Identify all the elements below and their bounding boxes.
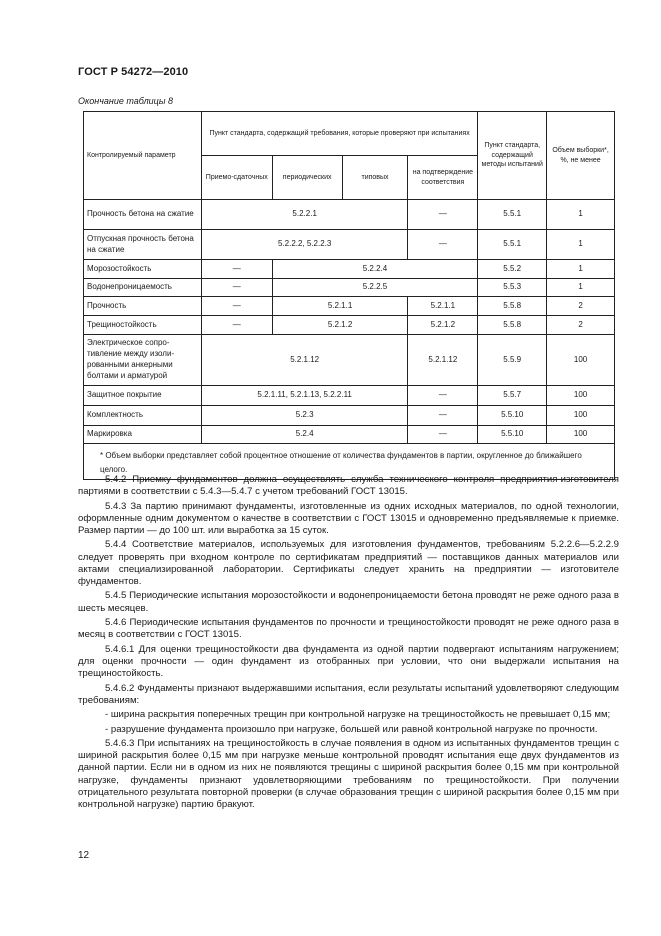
row-method: 5.5.2 <box>478 260 547 279</box>
row-sample: 100 <box>547 426 615 444</box>
row-acceptance: — <box>201 316 272 335</box>
row-clauses: 5.2.2.5 <box>272 279 478 297</box>
row-clauses: 5.2.2.4 <box>272 260 478 279</box>
header-type: типовых <box>342 156 408 200</box>
row-method: 5.5.7 <box>478 386 547 406</box>
row-sample: 1 <box>547 279 615 297</box>
list-item-crack-width: - ширина раскрытия поперечных трещин при контрольной нагрузке на трещиностойкость не превышает 0,15 мм; <box>105 709 611 721</box>
paragraph-5-4-6-2: 5.4.6.2 Фундаменты признают выдержавшими испытания, если результаты испытаний удовлетворяют следующим требованиям: <box>78 682 619 706</box>
row-sample: 100 <box>547 335 615 386</box>
row-method: 5.5.8 <box>478 316 547 335</box>
table-row <box>84 260 615 279</box>
row-sample: 2 <box>547 316 615 335</box>
body-text <box>78 474 619 813</box>
row-method: 5.5.10 <box>478 406 547 426</box>
table-row <box>84 386 615 406</box>
row-name: Отпускная прочность бетона на сжатие <box>84 230 202 260</box>
paragraph-5-4-3: 5.4.3 За партию принимают фундаменты, изготовленные из одних исходных материалов, по одной технологии, оформленные одним документом о качестве в соответствии с ГОСТ 13015 и одновременно предъявляемые к приемке. Размер партии — до 100 шт. или выработка за 15 суток. <box>78 500 619 536</box>
inspection-table <box>83 111 615 480</box>
page-number: 12 <box>78 850 90 861</box>
row-method: 5.5.1 <box>478 230 547 260</box>
row-conformity: 5.2.1.12 <box>408 335 478 386</box>
row-conformity: — <box>408 386 478 406</box>
table-row <box>84 406 615 426</box>
row-sample: 1 <box>547 200 615 230</box>
row-name: Водонепроницаемость <box>84 279 202 297</box>
header-methods: Пункт стандарта, содержащий методы испытаний <box>478 112 547 200</box>
row-clauses: 5.2.1.1 <box>272 297 408 316</box>
row-name: Прочность бетона на сжатие <box>84 200 202 230</box>
row-name: Трещиностойкость <box>84 316 202 335</box>
row-clauses: 5.2.2.2, 5.2.2.3 <box>201 230 408 260</box>
table-footnote: * Объем выборки представляет собой процентное отношение от количества фундаментов в партии, округленное до ближайшего целого. <box>84 444 615 480</box>
row-sample: 100 <box>547 386 615 406</box>
row-acceptance: — <box>201 279 272 297</box>
paragraph-5-4-2: 5.4.2 Приемку фундаментов должна осуществлять служба технического контроля предприятия-изготовителя партиями в соответствии с 5.4.3—5.4.7 с учетом требований ГОСТ 13015. <box>78 474 619 498</box>
row-clauses: 5.2.1.12 <box>201 335 408 386</box>
row-method: 5.5.3 <box>478 279 547 297</box>
row-conformity: — <box>408 230 478 260</box>
row-conformity: — <box>408 426 478 444</box>
header-periodic: периодических <box>272 156 342 200</box>
row-conformity: 5.2.1.1 <box>408 297 478 316</box>
row-clauses: 5.2.2.1 <box>201 200 408 230</box>
header-acceptance: Приемо-сдаточных <box>201 156 272 200</box>
paragraph-5-4-5: 5.4.5 Периодические испытания морозостойкости и водонепроницаемости бетона проводят не реже одного раза в шесть месяцев. <box>78 590 619 614</box>
row-method: 5.5.8 <box>478 297 547 316</box>
paragraph-5-4-6: 5.4.6 Периодические испытания фундаментов по прочности и трещиностойкости проводят не реже одного раза в месяц в соответствии с ГОСТ 13015. <box>78 617 619 641</box>
row-method: 5.5.10 <box>478 426 547 444</box>
row-conformity: 5.2.1.2 <box>408 316 478 335</box>
row-name: Маркировка <box>84 426 202 444</box>
table-row <box>84 316 615 335</box>
header-conformity: на подтверждение соответствия <box>408 156 478 200</box>
row-clauses: 5.2.1.2 <box>272 316 408 335</box>
table-caption: Окончание таблицы 8 <box>78 96 173 106</box>
row-sample: 1 <box>547 230 615 260</box>
header-group: Пункт стандарта, содержащий требования, которые проверяют при испытаниях <box>201 112 477 156</box>
table-row <box>84 200 615 230</box>
row-method: 5.5.1 <box>478 200 547 230</box>
table-row <box>84 426 615 444</box>
row-clauses: 5.2.4 <box>201 426 408 444</box>
row-name: Морозостойкость <box>84 260 202 279</box>
row-conformity: — <box>408 200 478 230</box>
paragraph-5-4-6-1: 5.4.6.1 Для оценки трещиностойкости два фундамента из одной партии подвергают испытаниям нагружением; для оценки прочности — один фундамент из отобранных при условии, что они выдержали испытания на трещиностойкость. <box>78 643 619 680</box>
list-item-failure-load: - разрушение фундамента произошло при нагрузке, большей или равной контрольной нагрузке по прочности. <box>105 723 598 735</box>
row-sample: 2 <box>547 297 615 316</box>
table-row <box>84 230 615 260</box>
document-header: ГОСТ Р 54272—2010 <box>78 66 189 78</box>
header-param: Контролируемый параметр <box>84 112 202 200</box>
table-row <box>84 279 615 297</box>
paragraph-5-4-4: 5.4.4 Соответствие материалов, используемых для изготовления фундаментов, требованиям 5.2.2.6—5.2.2.9 следует проверять при входном контроле по сертификатам предприятий — поставщиков данных материалов или актами специализированной лаборатории. Сертификаты следует хранить на предприятии — изготовителе фундаментов. <box>78 539 619 587</box>
header-sample: Объем выборки*, %, не менее <box>547 112 615 200</box>
row-name: Защитное покрытие <box>84 386 202 406</box>
row-acceptance: — <box>201 260 272 279</box>
row-name: Комплектность <box>84 406 202 426</box>
row-clauses: 5.2.3 <box>201 406 408 426</box>
table-row <box>84 335 615 386</box>
table-row <box>84 297 615 316</box>
paragraph-5-4-6-3: 5.4.6.3 При испытаниях на трещиностойкость в случае появления в одном из испытанных фундаментов трещин с шириной раскрытия более 0,15 мм при нагрузке меньше контрольной проводят испытания еще двух фундаментов из данной партии. Если ни в одном из них не появляются трещины с шириной раскрытия более 0,15 мм при контрольной нагрузке, фундаменты признают удовлетворяющими требованиям по трещиностойкости. При получении отрицательного результата повторной проверки (в случае образования трещин с шириной раскрытия более 0,15 мм при контрольной нагрузке) партию бракуют. <box>78 738 619 810</box>
row-sample: 100 <box>547 406 615 426</box>
row-clauses: 5.2.1.11, 5.2.1.13, 5.2.2.11 <box>201 386 408 406</box>
row-conformity: — <box>408 406 478 426</box>
row-name: Электрическое сопротивление между изолированными анкерными болтами и арматурой <box>84 335 202 386</box>
row-method: 5.5.9 <box>478 335 547 386</box>
row-sample: 1 <box>547 260 615 279</box>
row-acceptance: — <box>201 297 272 316</box>
row-name: Прочность <box>84 297 202 316</box>
